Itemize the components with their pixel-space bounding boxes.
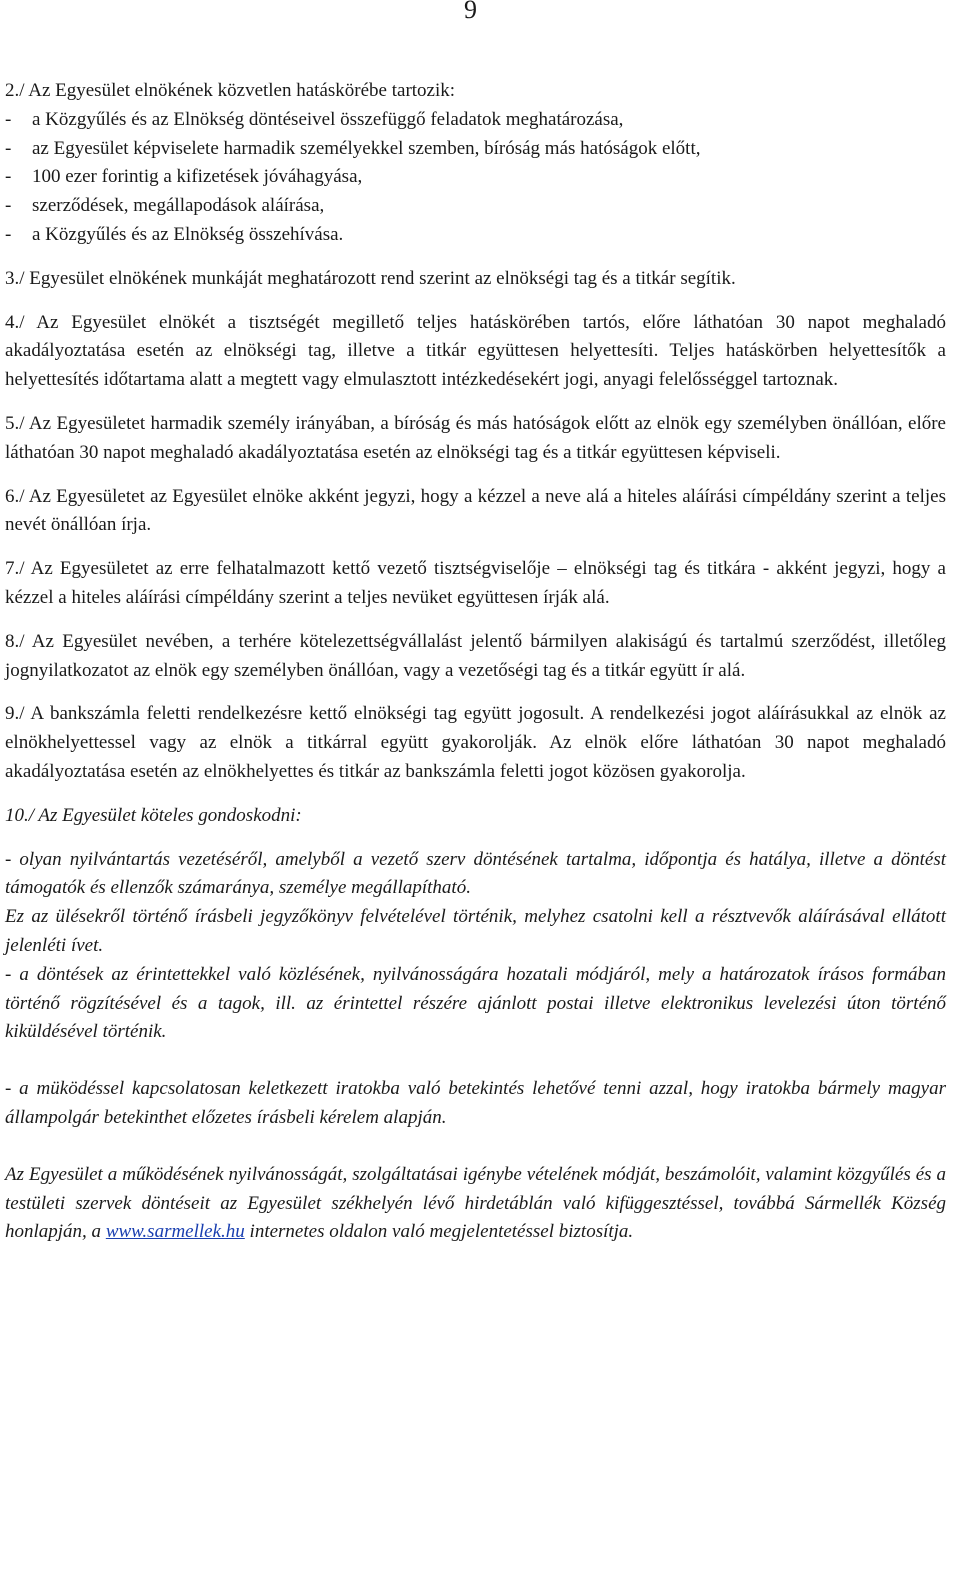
section-2-heading: 2./ Az Egyesület elnökének közvetlen hatáskörébe tartozik: (5, 80, 456, 101)
section-2-list (5, 106, 946, 250)
list-item: - a Közgyűlés és az Elnökség döntéseivel összefüggő feladatok meghatározása, (5, 108, 624, 130)
section-2 (5, 77, 946, 250)
section-7: 7./ Az Egyesületet az erre felhatalmazott kettő vezető tisztségviselője – elnökségi tag és titkára - akként jegyzi, hogy a kézzel a hiteles aláírási címpéldány szerint a teljes nevüket együttesen írják alá. (5, 558, 946, 608)
section-10-item-2: - a döntések az érintettekkel való közlésének, nyilvánosságára hozatali módjáról, mely a határozatok írásos formában történő rögzítésével és a tagok, ill. az érintettel részére ajánlott postai illetve elektronikus levelezési úton történő kiküldésével történik. (5, 963, 946, 1043)
document-body (5, 77, 946, 1247)
section-10-item-3: - a müködéssel kapcsolatosan keletkezett iratokba való betekintés lehetővé tenni azzal, hogy iratokba bármely magyar állampolgár betekinthet előzetes írásbeli kérelem alapján. (5, 1078, 946, 1128)
section-10-heading: 10./ Az Egyesület köteles gondoskodni: (5, 804, 302, 826)
page-number: 9 (464, 0, 477, 24)
section-10 (5, 802, 946, 1247)
spacer (5, 1133, 946, 1161)
list-item: - szerződések, megállapodások aláírása, (5, 195, 325, 217)
section-5: 5./ Az Egyesületet harmadik személy irányában, a bíróság és más hatóságok előtt az elnök egy személyben önállóan, előre láthatóan 30 napot meghaladó akadályoztatása esetén az elnökségi tag és a titkár együttesen képviseli. (5, 412, 946, 463)
section-10-item-1b: Ez az ülésekről történő írásbeli jegyzőkönyv felvételével történik, melyhez csatolni kell a résztvevők aláírásával ellátott jelenléti ívet. (5, 906, 946, 956)
section-3: 3./ Egyesület elnökének munkáját meghatározott rend szerint az elnökségi tag és a titkár segítik. (5, 267, 736, 289)
closing-end: internetes oldalon való megjelentetéssel biztosítja. (249, 1221, 634, 1243)
section-4: 4./ Az Egyesület elnökét a tisztségét megillető teljes hatáskörében tartós, előre láthatóan 30 napot meghaladó akadályoztatása esetén az elnökségi tag, illetve a titkár együttesen helyettesíti. Teljes hatáskörben helyettesítők a helyettesítés időtartama alatt a megtett vagy elmulasztott intézkedésekért jogi, anyagi felelősséggel tartoznak. (5, 311, 946, 391)
list-item: - 100 ezer forintig a kifizetések jóváhagyása, (5, 166, 363, 188)
section-6: 6./ Az Egyesületet az Egyesület elnöke akként jegyzi, hogy a kézzel a neve alá a hiteles aláírási címpéldány szerint a teljes nevét önállóan írja. (5, 485, 946, 536)
list-item: - a Közgyűlés és az Elnökség összehívása. (5, 223, 344, 245)
section-10-item-1: - olyan nyilvántartás vezetéséről, amelyből a vezető szerv döntésének tartalma, időpontja és hatálya, illetve a döntést támogatók és ellenzők számaránya, személye megállapítható. (5, 848, 946, 899)
section-10-closing (5, 1161, 946, 1247)
website-link[interactable]: www.sarmellek.hu (105, 1221, 245, 1243)
spacer (5, 1047, 946, 1075)
section-8: 8./ Az Egyesület nevében, a terhére kötelezettségvállalást jelentő bármilyen alakiságú és tartalmú szerződést, illetőleg jognyilatkozatot az elnök egy személyben önállóan, vagy a vezetőségi tag és a titkár együtt ír alá. (5, 630, 946, 681)
list-item: - az Egyesület képviselete harmadik személyekkel szemben, bíróság más hatóságok előtt, (5, 137, 701, 159)
closing-text: Az Egyesület a működésének nyilvánosságát, szolgáltatásai igénybe vételének módját, beszámolóit, valamint közgyűlés és a testületi szervek döntéseit az Egyesület székhelyén lévő hirdetáblán való kifüggesztéssel, továbbá Sármellék Község honlapján, a (5, 1163, 946, 1243)
section-9: 9./ A bankszámla feletti rendelkezésre kettő elnökségi tag együtt jogosult. A rendelkezési jogot aláírásukkal az elnök az elnökhelyettessel vagy az elnök a titkárral együtt gyakorolják. Az elnök előre láthatóan 30 napot meghaladó akadályoztatása esetén az elnökhelyettes és titkár az bankszámla feletti jogot közösen gyakorolja. (5, 703, 946, 782)
